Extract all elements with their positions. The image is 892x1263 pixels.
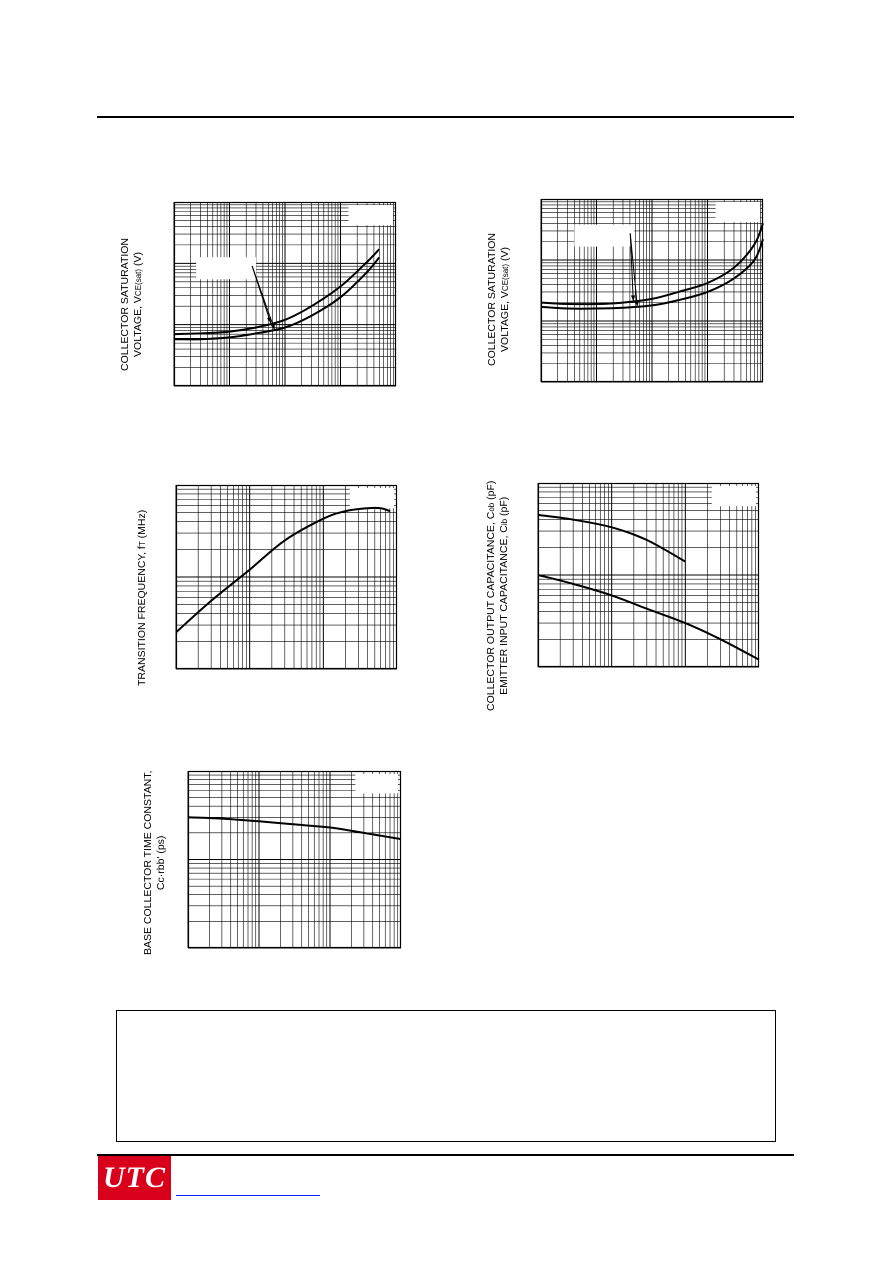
utc-logo: UTC	[98, 1156, 171, 1200]
legend-box	[350, 488, 394, 508]
chart2-ylabel	[486, 233, 512, 366]
chart4-ylabel-unit1: (pF)	[485, 480, 497, 503]
chart3-ylabel-var: TRANSITION FREQUENCY, f	[136, 546, 148, 686]
chart4-ylabel-unit2: (pF)	[498, 496, 510, 519]
legend-box	[349, 205, 393, 225]
chart2-ylabel-var: VOLTAGE, V	[499, 291, 511, 352]
chart3-ylabel	[136, 510, 149, 686]
legend-box	[355, 774, 398, 793]
annotation-label-box	[196, 257, 256, 279]
chart5-ylabel	[142, 771, 168, 955]
chart3-ylabel-unit: (MHz)	[136, 509, 148, 542]
chart1-ylabel-unit: (V)	[132, 252, 144, 269]
chart5-ylabel-line2: Cc·rbb' (ps)	[155, 835, 167, 891]
chart2-ylabel-unit: (V)	[499, 247, 511, 264]
chart2-ylabel-sub: CE(sat)	[501, 263, 510, 292]
note-box	[116, 1010, 776, 1142]
chart4-ylabel	[485, 481, 511, 711]
header-rule	[97, 116, 794, 118]
series-line-2	[538, 575, 759, 660]
chart1-ylabel-sub: CE(sat)	[134, 268, 143, 297]
chart2-ylabel-line2	[499, 233, 512, 366]
chart5-ylabel-line1: BASE COLLECTOR TIME CONSTANT,	[142, 770, 154, 955]
chart3-plot	[176, 485, 397, 669]
chart4-ylabel-var2: EMITTER INPUT CAPACITANCE, C	[498, 525, 510, 695]
chart4-ylabel-var1: COLLECTOR OUTPUT CAPACITANCE, C	[485, 511, 497, 711]
chart4-plot	[538, 483, 759, 667]
chart1-ylabel-var: VOLTAGE, V	[132, 296, 144, 357]
chart1-ylabel	[119, 238, 145, 371]
legend-box	[716, 202, 760, 222]
annotation-label-box	[574, 225, 634, 247]
chart5-plot	[188, 771, 401, 948]
footer-rule	[97, 1154, 794, 1156]
chart4-ylabel-sub2: ib	[500, 518, 509, 526]
annotation-arrowhead-1	[631, 295, 635, 301]
chart4-ylabel-line1	[485, 481, 498, 711]
chart3-ylabel-sub: T	[138, 541, 147, 547]
chart2-plot	[541, 199, 763, 382]
annotation-arrow-2	[252, 266, 275, 330]
series-line-1	[188, 817, 401, 839]
chart4-ylabel-line2	[498, 481, 511, 711]
legend-box	[712, 486, 756, 506]
chart1-ylabel-line1: COLLECTOR SATURATION	[119, 237, 131, 371]
chart1-plot	[174, 202, 396, 386]
chart4-ylabel-sub1: ob	[487, 502, 496, 512]
website-link[interactable]	[176, 1195, 320, 1196]
chart3-ylabel-line1	[136, 510, 149, 686]
chart2-ylabel-line1: COLLECTOR SATURATION	[486, 232, 498, 366]
chart1-ylabel-line2	[132, 238, 145, 371]
